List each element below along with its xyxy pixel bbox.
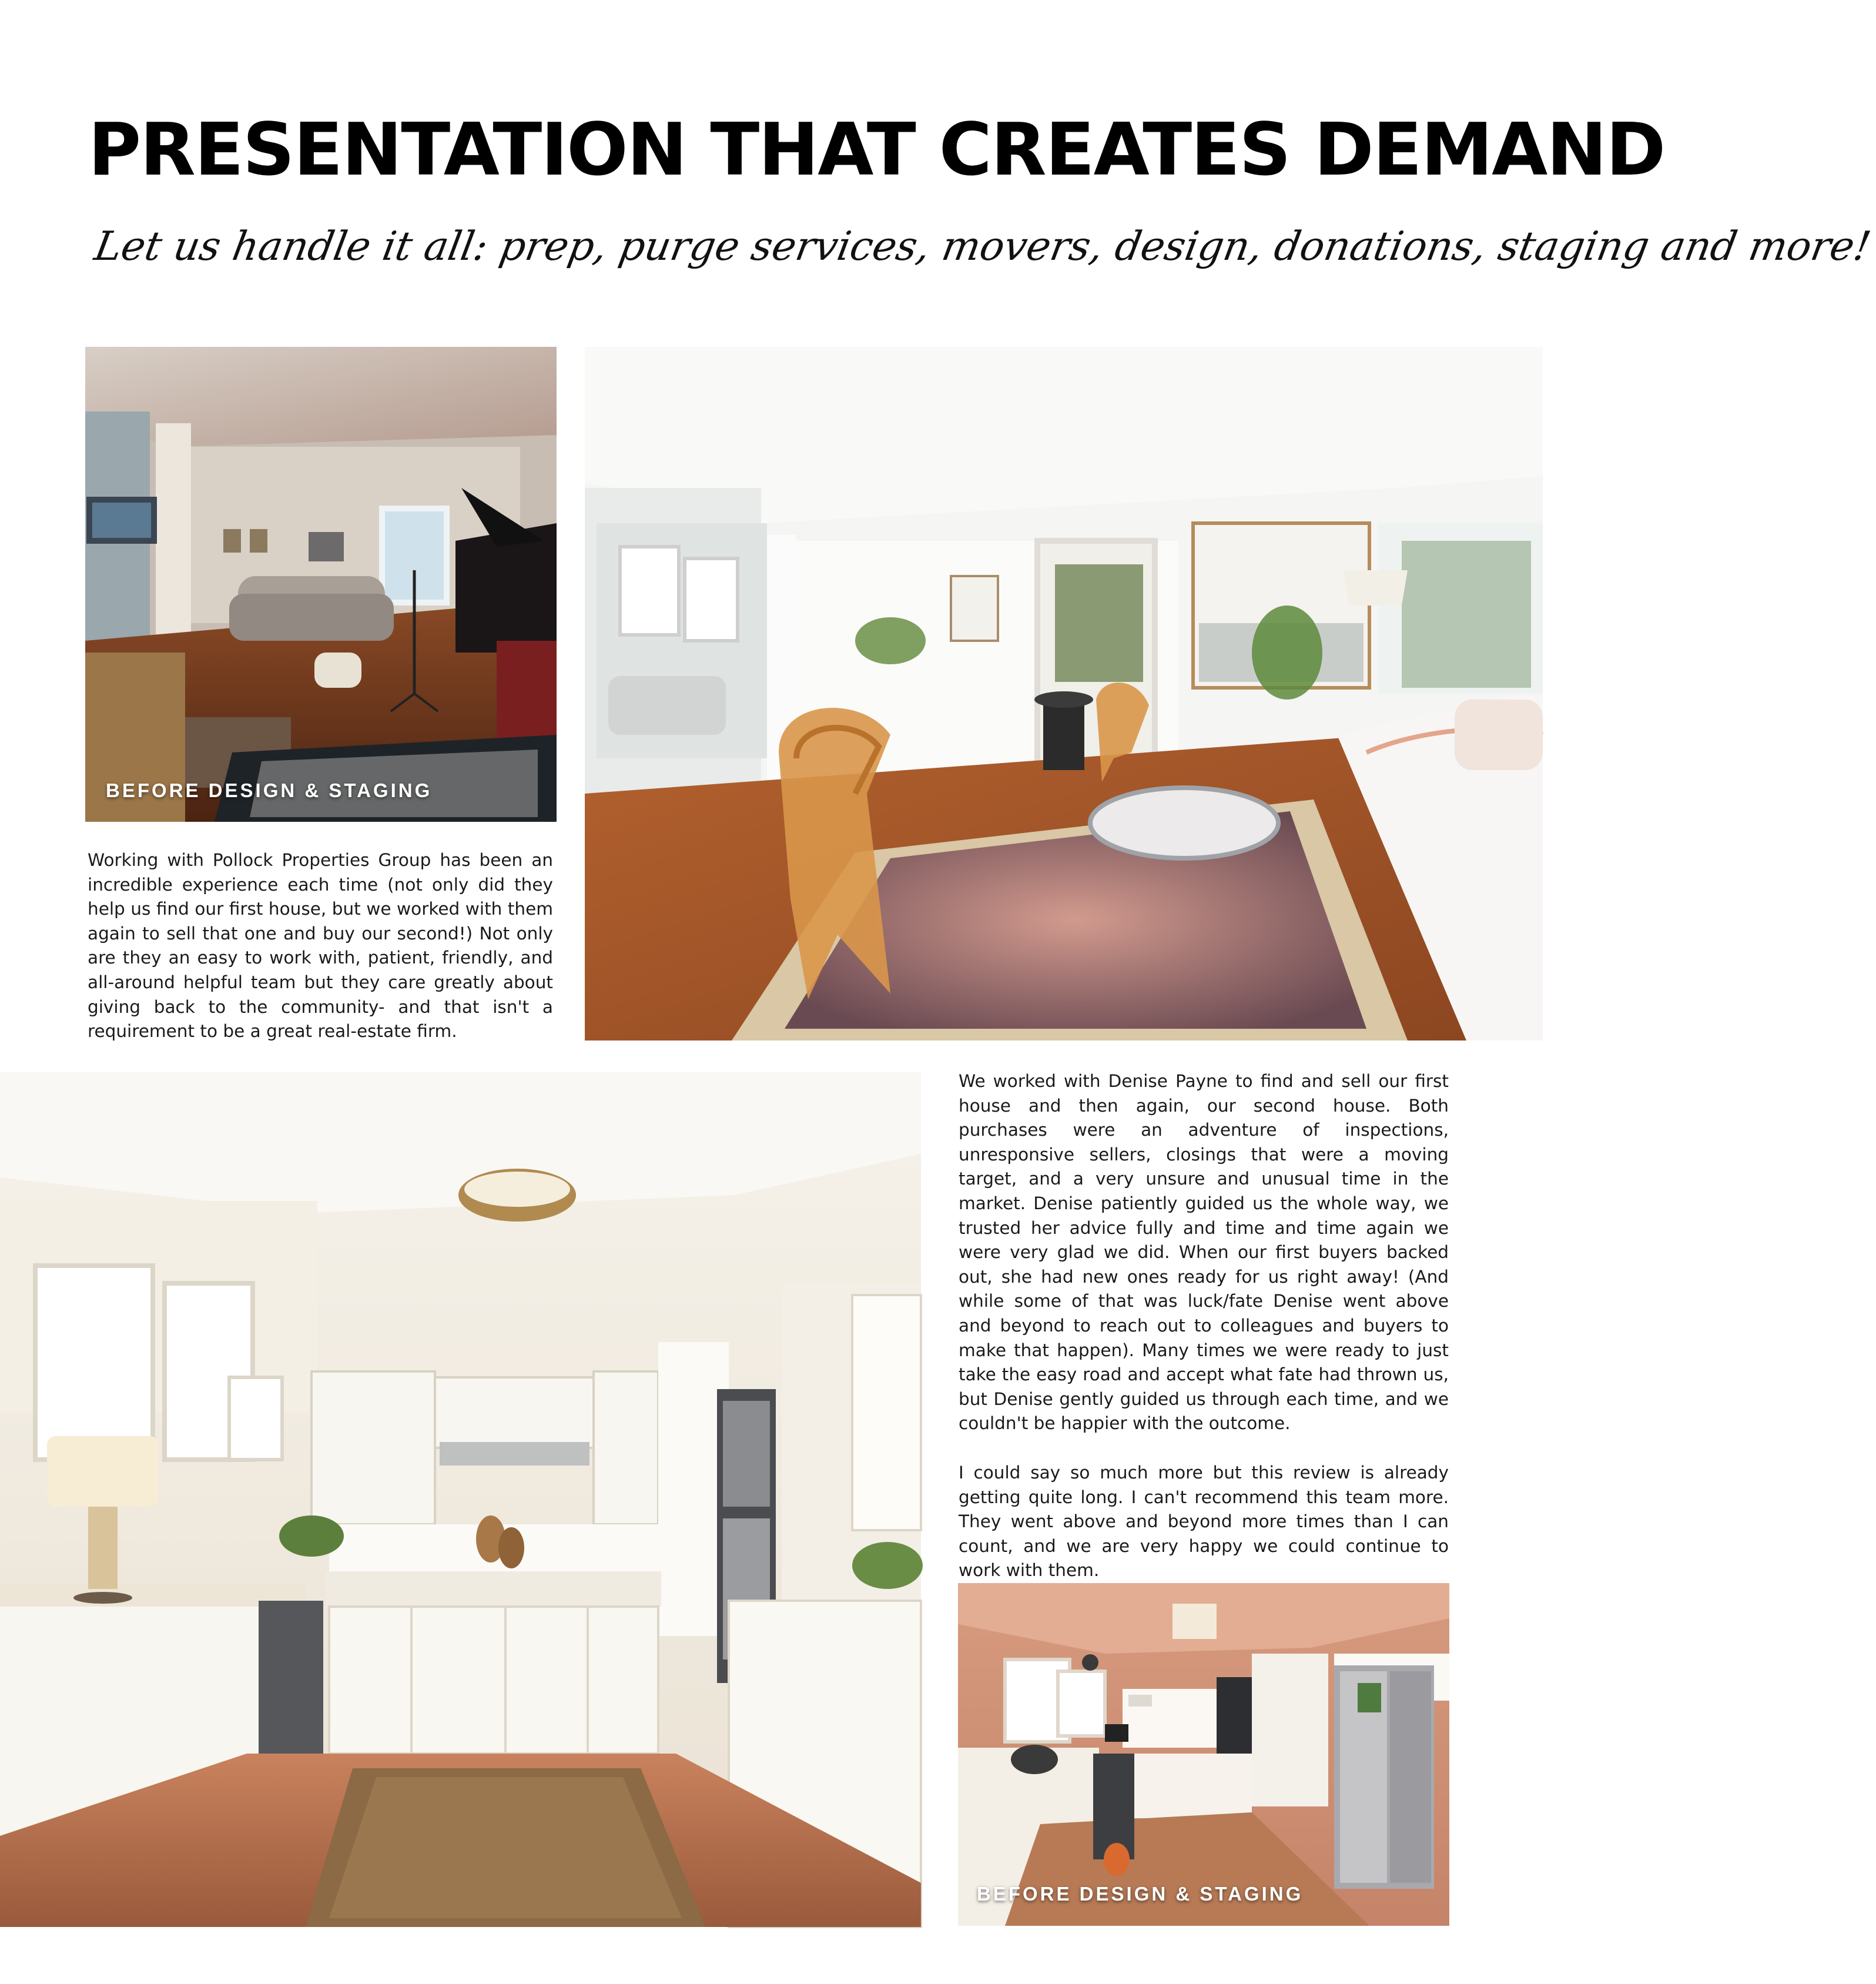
before-living-caption: BEFORE DESIGN & STAGING [106, 779, 433, 801]
page-headline: PRESENTATION THAT CREATES DEMAND [88, 108, 1665, 192]
before-living-room-photo [85, 347, 557, 822]
after-kitchen-photo [0, 1072, 921, 1927]
after-living-room-photo [585, 347, 1543, 1040]
before-kitchen-photo [958, 1583, 1449, 1926]
testimonial-second-p1: We worked with Denise Payne to find and sell our first house and then again, our second house. Both purchases were an adventure of inspections, unresponsive sellers, closings that were a moving target, and a very unsure and unusual time in the market. Denise patiently guided us the whole way, we trusted her advice fully and time and time again we were very glad we did. When our first buyers backed out, she had new ones ready for us right away! (And while some of that was luck/fate Denise went above and beyond to reach out to colleagues and buyers to make that happen). Many times we were ready to just take the easy road and accept what fate had thrown us, but Denise gently guided us through each time, and we couldn't be happier with the outcome. [959, 1071, 1449, 1434]
testimonial-first: Working with Pollock Properties Group has been an incredible experience each time (not only did they help us find our first house, but we worked with them again to sell that one and buy our second!) Not only are they an easy to work with, patient, friendly, and all-around helpful team but they care greatly about giving back to the community- and that isn't a requirement to be a great real-estate firm. [88, 850, 553, 1042]
tagline: Let us handle it all: prep, purge services, movers, design, donations, staging and more! [91, 223, 1874, 270]
testimonial-second-p2: I could say so much more but this review is already getting quite long. I can't recommend this team more. They went above and beyond more times than I can count, and we are very happy we could continue to work with them. [959, 1463, 1449, 1581]
before-kitchen-caption: BEFORE DESIGN & STAGING [977, 1883, 1304, 1905]
